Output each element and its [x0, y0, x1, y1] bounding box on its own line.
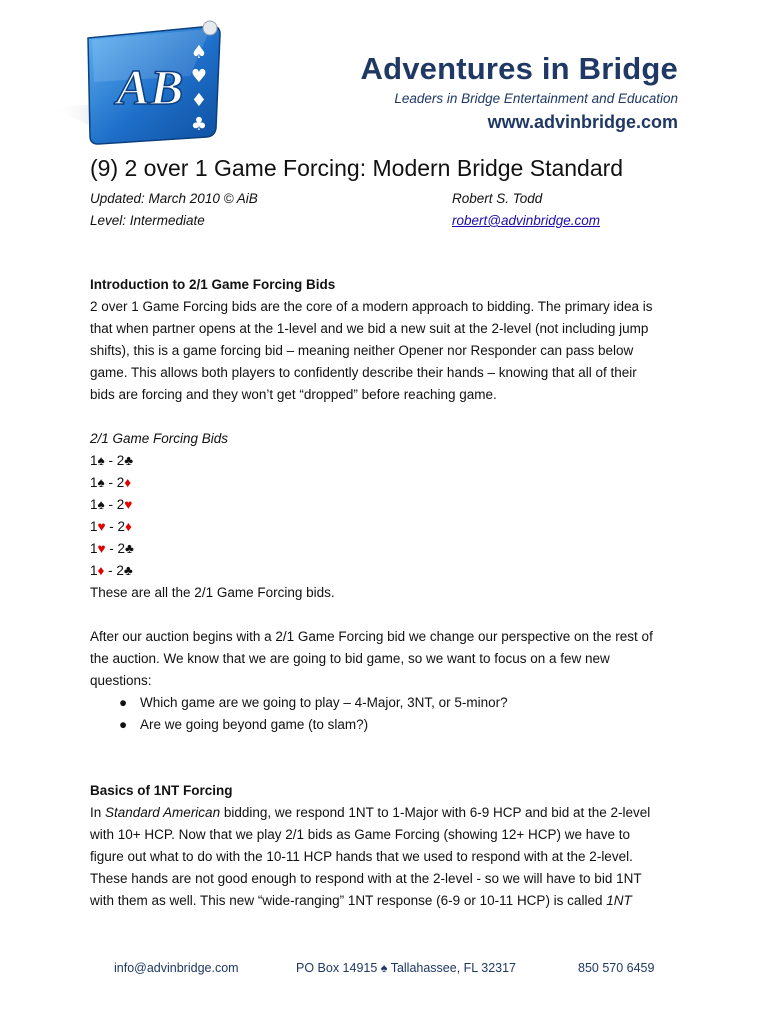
bid-separator: -	[104, 563, 117, 578]
bid-separator: -	[104, 497, 117, 512]
adventures-in-bridge-logo	[50, 16, 225, 151]
auction-line: After our auction begins with a 2/1 Game Forcing bid we change our perspective on the rest of	[90, 629, 653, 644]
intro-line: bids are forcing and they won’t get “dropped” before reaching game.	[90, 387, 497, 402]
footer-po-box: PO Box 14915	[296, 961, 378, 975]
bid-separator: -	[104, 453, 117, 468]
forcing-heading: Basics of 1NT Forcing	[90, 783, 233, 798]
logo-spade-icon: ♠	[190, 42, 208, 63]
difficulty-level: Level: Intermediate	[90, 213, 205, 228]
bid-level: 1	[90, 475, 98, 490]
bullet-icon: ●	[119, 695, 128, 710]
footer-address	[296, 958, 516, 978]
suit-icon: ♦	[124, 475, 132, 490]
bid-separator: -	[105, 519, 118, 534]
auction-line: the auction. We know that we are going to bid game, so we want to focus on a few new	[90, 651, 610, 666]
bid-level: 1	[90, 497, 98, 512]
bid-level: 2	[117, 541, 126, 556]
brand-header	[361, 50, 679, 134]
forcing-line: figure out what to do with the 10-11 HCP hands that we used to respond with at the 2-level.	[90, 849, 633, 864]
suit-icon: ♠	[97, 497, 105, 512]
bid-level: 2	[116, 475, 125, 490]
bid-row	[90, 538, 680, 560]
footer-city: Tallahassee, FL 32317	[390, 961, 517, 975]
footer-phone: 850 570 6459	[578, 961, 655, 975]
bid-level: 1	[90, 519, 98, 534]
bid-row	[90, 472, 680, 494]
logo-diamond-icon: ♦	[190, 90, 208, 111]
brand-tagline: Leaders in Bridge Entertainment and Education	[394, 91, 678, 106]
forcing-emphasis: Standard American	[105, 805, 221, 820]
forcing-line: with 10+ HCP. Now that we play 2/1 bids as Game Forcing (showing 12+ HCP) we have to	[90, 827, 631, 842]
bid-level: 2	[116, 563, 124, 578]
suit-icon: ♠	[97, 453, 105, 468]
logo-club-icon: ♣	[190, 114, 208, 135]
list-item	[119, 714, 680, 736]
suit-icon: ♣	[125, 541, 134, 556]
suit-icon: ♦	[97, 563, 105, 578]
bid-level: 1	[90, 541, 98, 556]
question-text: Which game are we going to play – 4-Major, 3NT, or 5-minor?	[140, 695, 508, 710]
footer-email[interactable]: info@advinbridge.com	[114, 961, 239, 975]
intro-line: shifts), this is a game forcing bid – meaning neither Opener nor Responder can pass below	[90, 343, 634, 358]
bid-list	[90, 450, 680, 582]
list-item	[119, 692, 680, 714]
forcing-line: These hands are not good enough to respond with at the 2-level - so we will have to bid 1NT	[90, 871, 642, 886]
questions-list	[90, 692, 680, 736]
author-name: Robert S. Todd	[452, 191, 543, 206]
forcing-text: In	[90, 805, 106, 820]
bid-separator: -	[104, 475, 117, 490]
intro-line: 2 over 1 Game Forcing bids are the core of a modern approach to bidding. The primary idea is	[90, 299, 653, 314]
document-meta-left	[90, 188, 258, 232]
bid-level: 1	[90, 563, 98, 578]
updated-date: Updated: March 2010 © AiB	[90, 191, 258, 206]
bid-row	[90, 560, 680, 582]
intro-heading: Introduction to 2/1 Game Forcing Bids	[90, 277, 336, 292]
bid-row	[90, 516, 680, 538]
forcing-emphasis: 1NT	[606, 893, 632, 908]
forcing-line	[90, 890, 680, 912]
spade-icon: ♠	[380, 961, 388, 975]
suit-icon: ♣	[123, 563, 133, 578]
brand-website[interactable]: www.advinbridge.com	[487, 112, 678, 132]
bids-heading: 2/1 Game Forcing Bids	[90, 431, 229, 446]
bid-separator: -	[105, 541, 118, 556]
logo-heart-icon: ♥	[190, 66, 208, 87]
document-title: (9) 2 over 1 Game Forcing: Modern Bridge Standard	[90, 155, 624, 181]
forcing-text: with them as well. This new “wide-ranging” 1NT response (6-9 or 10-11 HCP) is called	[90, 893, 607, 908]
auction-line: questions:	[90, 673, 152, 688]
logo-text: AB	[116, 59, 184, 115]
bid-row	[90, 450, 680, 472]
document-body	[90, 274, 680, 912]
question-text: Are we going beyond game (to slam?)	[140, 717, 369, 732]
bid-level: 2	[116, 453, 125, 468]
suit-icon: ♥	[124, 497, 133, 512]
bids-summary: These are all the 2/1 Game Forcing bids.	[90, 585, 335, 600]
document-meta-right	[452, 188, 600, 232]
author-email-link[interactable]: robert@advinbridge.com	[452, 213, 601, 228]
bid-row	[90, 494, 680, 516]
suit-icon: ♥	[97, 519, 106, 534]
intro-line: that when partner opens at the 1-level and we bid a new suit at the 2-level (not including jump	[90, 321, 649, 336]
suit-icon: ♦	[125, 519, 132, 534]
suit-icon: ♥	[97, 541, 106, 556]
forcing-line	[90, 802, 680, 824]
intro-line: game. This allows both players to confidently describe their hands – knowing that all of their	[90, 365, 637, 380]
brand-name: Adventures in Bridge	[360, 51, 678, 86]
bid-level: 2	[117, 519, 126, 534]
bullet-icon: ●	[119, 717, 128, 732]
suit-icon: ♠	[97, 475, 105, 490]
bid-level: 1	[90, 453, 98, 468]
forcing-text: bidding, we respond 1NT to 1-Major with 6-9 HCP and bid at the 2-level	[220, 805, 651, 820]
bid-level: 2	[116, 497, 125, 512]
suit-icon: ♣	[124, 453, 134, 468]
